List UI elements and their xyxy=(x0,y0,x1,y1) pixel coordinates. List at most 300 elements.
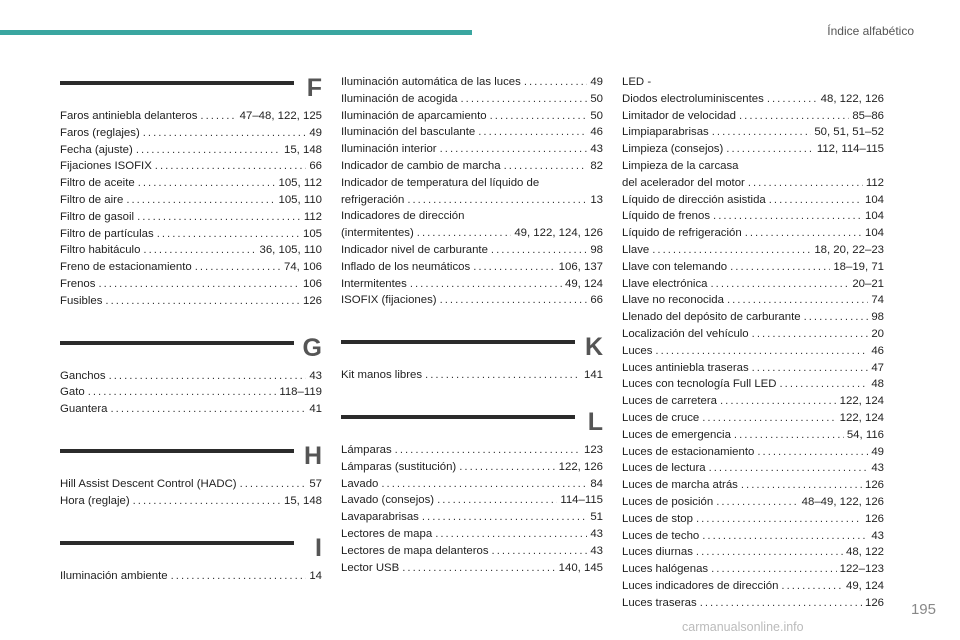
index-entry-term: Fijaciones ISOFIX xyxy=(60,160,152,173)
index-entry-term: Llave xyxy=(622,243,650,256)
dot-leader xyxy=(716,494,798,511)
index-entry-term: Luces con tecnología Full LED xyxy=(622,378,777,391)
index-entry xyxy=(60,384,322,401)
index-entry-term: Faros (reglajes) xyxy=(60,126,140,139)
index-entry-term: Fecha (ajuste) xyxy=(60,143,133,156)
index-entry-term: Luces indicadores de dirección xyxy=(622,579,779,592)
dot-leader xyxy=(710,276,849,293)
index-entry xyxy=(60,276,322,293)
index-entry-pages: 122, 124 xyxy=(839,395,884,408)
index-section xyxy=(60,74,322,310)
index-entry xyxy=(341,74,603,91)
index-entry-term: Lector USB xyxy=(341,561,400,574)
index-entry-pages: 50, 51, 51–52 xyxy=(814,126,884,139)
index-entry-pages: 140, 145 xyxy=(558,561,603,574)
index-entry-term: Fusibles xyxy=(60,294,103,307)
index-entry-pages: 20 xyxy=(871,327,884,340)
index-entry-pages: 122–123 xyxy=(839,563,884,576)
index-entry-term: Lectores de mapa delanteros xyxy=(341,544,489,557)
index-entry-pages: 49, 122, 124, 126 xyxy=(514,227,603,240)
index-entry xyxy=(622,175,884,192)
dot-leader xyxy=(652,242,811,259)
index-entry-term: Lavaparabrisas xyxy=(341,511,419,524)
index-entry-term: del acelerador del motor xyxy=(622,176,745,189)
index-entry xyxy=(622,108,884,125)
index-entry xyxy=(341,192,603,209)
index-entry-term: Limpiaparabrisas xyxy=(622,126,709,139)
index-section xyxy=(60,334,322,418)
index-entry-term: Inflado de los neumáticos xyxy=(341,260,471,273)
index-entry-term: Guantera xyxy=(60,403,108,416)
index-entry-term: ISOFIX (fijaciones) xyxy=(341,294,437,307)
index-entry-pages: 98 xyxy=(590,243,603,256)
index-entry-term: Indicador de cambio de marcha xyxy=(341,159,501,172)
index-entry-pages: 104 xyxy=(864,193,884,206)
index-entry xyxy=(622,528,884,545)
dot-leader xyxy=(711,561,837,578)
dot-leader xyxy=(748,175,863,192)
section-header xyxy=(341,333,603,367)
index-entry-pages: 82 xyxy=(590,159,603,172)
index-entry-pages: 66 xyxy=(590,294,603,307)
index-entry-pages: 141 xyxy=(583,369,603,382)
index-entry-pages: 54, 116 xyxy=(846,428,884,441)
index-column-3 xyxy=(622,74,884,636)
index-entry-pages: 41 xyxy=(309,403,322,416)
index-entry-term: Luces de lectura xyxy=(622,462,706,475)
index-entry-pages: 18–19, 71 xyxy=(833,260,884,273)
index-entry-pages: 122, 126 xyxy=(558,460,603,473)
index-entry xyxy=(60,476,322,493)
index-entry xyxy=(341,543,603,560)
index-section xyxy=(341,74,603,309)
dot-leader xyxy=(696,544,843,561)
index-entry xyxy=(341,158,603,175)
dot-leader xyxy=(155,158,307,175)
dot-leader xyxy=(700,595,862,612)
index-entry xyxy=(622,292,884,309)
dot-leader xyxy=(407,192,587,209)
index-entry-term: Luces de carretera xyxy=(622,395,717,408)
index-entry-pages: 15, 148 xyxy=(283,143,322,156)
index-entry xyxy=(341,259,603,276)
index-entry-term: Faros antiniebla delanteros xyxy=(60,110,198,122)
section-header xyxy=(341,408,603,442)
index-entry xyxy=(60,158,322,175)
index-entry-pages: 46 xyxy=(590,126,603,139)
section-divider xyxy=(341,340,575,344)
index-entry-pages: 47–48, 122, 125 xyxy=(239,110,322,122)
dot-leader xyxy=(200,108,236,125)
index-entry-pages: 49 xyxy=(590,76,603,88)
index-entry-term: Luces de estacionamiento xyxy=(622,445,755,458)
dot-leader xyxy=(727,292,868,309)
index-entry-term: Líquido de dirección asistida xyxy=(622,193,766,206)
header-accent-bar xyxy=(0,30,472,35)
index-entry-pages: 105, 112 xyxy=(278,177,322,190)
index-entry-pages: 36, 105, 110 xyxy=(259,244,322,257)
index-entry-term: Iluminación del basculante xyxy=(341,126,476,139)
index-entry xyxy=(60,226,322,243)
index-entry xyxy=(60,293,322,310)
dot-leader xyxy=(381,476,587,493)
index-entry-term: Filtro de partículas xyxy=(60,227,154,240)
index-entry-term: Iluminación automática de las luces xyxy=(341,76,521,88)
index-entry xyxy=(60,242,322,259)
index-entry-term: Luces de techo xyxy=(622,529,700,542)
dot-leader xyxy=(696,511,862,528)
index-entry-pages: 43 xyxy=(590,527,603,540)
index-entry xyxy=(60,401,322,418)
index-entry-term: refrigeración xyxy=(341,193,405,206)
index-entry-pages: 49 xyxy=(871,445,884,458)
index-entry-term: Localización del vehículo xyxy=(622,327,749,340)
index-entry xyxy=(60,368,322,385)
dot-leader xyxy=(490,108,588,125)
dot-leader xyxy=(240,476,307,493)
dot-leader xyxy=(739,108,849,125)
index-entry-term: Llave electrónica xyxy=(622,277,708,290)
index-entry-pages: 57 xyxy=(309,477,322,490)
section-header xyxy=(60,74,322,108)
index-entry-term: Filtro de gasoil xyxy=(60,210,135,223)
dot-leader xyxy=(126,192,275,209)
section-letter: K xyxy=(584,333,603,362)
index-entry-term: Lavado (consejos) xyxy=(341,494,435,507)
dot-leader xyxy=(709,460,869,477)
dot-leader xyxy=(473,259,555,276)
index-entry-pages: 122, 124 xyxy=(839,411,884,424)
dot-leader xyxy=(111,401,307,418)
index-entry xyxy=(341,108,603,125)
dot-leader xyxy=(137,209,301,226)
index-entry xyxy=(341,242,603,259)
index-entry xyxy=(622,242,884,259)
dot-leader xyxy=(524,74,588,91)
dot-leader xyxy=(492,543,588,560)
dot-leader xyxy=(105,293,300,310)
index-entry-pages: 104 xyxy=(864,227,884,240)
index-entry-term: Llave no reconocida xyxy=(622,294,724,307)
index-entry xyxy=(622,225,884,242)
index-entry xyxy=(622,360,884,377)
dot-leader xyxy=(767,91,818,108)
index-entry-pages: 48, 122, 126 xyxy=(820,92,884,105)
index-entry-pages: 47 xyxy=(871,361,884,374)
index-entry-pages: 48, 122 xyxy=(845,546,884,559)
dot-leader xyxy=(395,442,581,459)
index-entry xyxy=(622,410,884,427)
index-entry-term: (intermitentes) xyxy=(341,227,414,240)
index-entry-term: Lavado xyxy=(341,477,379,490)
dot-leader xyxy=(440,292,588,309)
index-entry-pages: 43 xyxy=(590,544,603,557)
index-entry-text-line: Limpieza de la carcasa xyxy=(622,159,739,172)
index-entry-term: Limitador de velocidad xyxy=(622,109,736,122)
dot-leader xyxy=(435,526,587,543)
index-entry xyxy=(60,108,322,125)
index-entry-term: Iluminación interior xyxy=(341,143,437,156)
dot-leader xyxy=(425,367,581,384)
index-entry-pages: 18, 20, 22–23 xyxy=(814,243,884,256)
index-section xyxy=(60,534,322,585)
dot-leader xyxy=(702,410,836,427)
index-entry-term: Luces xyxy=(622,344,653,357)
index-entry-pages: 98 xyxy=(871,311,884,324)
index-entry-term: Iluminación de aparcamiento xyxy=(341,109,487,122)
dot-leader xyxy=(410,276,562,293)
index-entry-term: Gato xyxy=(60,386,85,399)
index-entry xyxy=(622,427,884,444)
index-entry-term: Luces halógenas xyxy=(622,563,709,576)
dot-leader xyxy=(741,477,862,494)
index-entry-pages: 43 xyxy=(590,143,603,156)
section-letter: L xyxy=(587,407,603,436)
index-entry xyxy=(622,578,884,595)
section-letter: I xyxy=(315,533,322,562)
index-entry-pages: 74, 106 xyxy=(283,261,322,274)
dot-leader xyxy=(712,124,812,141)
index-entry-pages: 105, 110 xyxy=(278,193,322,206)
dot-leader xyxy=(781,578,843,595)
section-divider xyxy=(60,541,294,545)
dot-leader xyxy=(491,242,587,259)
dot-leader xyxy=(780,376,869,393)
dot-leader xyxy=(109,368,307,385)
index-entry-term: Hora (reglaje) xyxy=(60,494,130,507)
dot-leader xyxy=(655,343,868,360)
index-entry-pages: 126 xyxy=(864,512,884,525)
index-entry-pages: 43 xyxy=(871,529,884,542)
index-entry xyxy=(622,91,884,108)
dot-leader xyxy=(752,326,869,343)
index-entry xyxy=(622,376,884,393)
index-entry-pages: 104 xyxy=(864,210,884,223)
index-entry xyxy=(341,367,603,384)
index-entry-term: Ganchos xyxy=(60,369,106,382)
index-entry-pages: 49 xyxy=(309,126,322,139)
index-entry-term: Llenado del depósito de carburante xyxy=(622,311,801,324)
index-entry xyxy=(341,141,603,158)
index-entry-term: Luces de cruce xyxy=(622,411,700,424)
section-header xyxy=(60,334,322,368)
section-header xyxy=(60,534,322,568)
dot-leader xyxy=(461,91,588,108)
index-entry-pages: 46 xyxy=(871,344,884,357)
index-entry xyxy=(622,276,884,293)
index-entry-pages: 20–21 xyxy=(852,277,884,290)
dot-leader xyxy=(195,259,281,276)
index-entry xyxy=(341,124,603,141)
dot-leader xyxy=(417,225,512,242)
page-number: 195 xyxy=(910,601,936,618)
dot-leader xyxy=(757,444,868,461)
dot-leader xyxy=(136,142,281,159)
dot-leader xyxy=(88,384,277,401)
dot-leader xyxy=(504,158,588,175)
index-entry-term: Lectores de mapa xyxy=(341,527,433,540)
index-entry-term: Lámparas (sustitución) xyxy=(341,460,457,473)
index-entry-pages: 106, 137 xyxy=(558,260,603,273)
index-entry-pages: 126 xyxy=(864,596,884,609)
index-entry xyxy=(622,259,884,276)
index-entry-term: Intermitentes xyxy=(341,277,407,290)
index-entry-term: Luces antiniebla traseras xyxy=(622,361,749,374)
index-entry-term: Diodos electroluminiscentes xyxy=(622,92,764,105)
index-entry xyxy=(60,142,322,159)
index-entry-pages: 105 xyxy=(302,227,322,240)
index-entry-term: Freno de estacionamiento xyxy=(60,261,192,274)
dot-leader xyxy=(478,124,587,141)
index-entry-term: Lámparas xyxy=(341,443,392,456)
index-entry-term: Líquido de frenos xyxy=(622,210,711,223)
dot-leader xyxy=(171,568,307,585)
index-entry-pages: 48–49, 122, 126 xyxy=(801,495,884,508)
index-entry-pages: 118–119 xyxy=(279,386,322,399)
index-entry xyxy=(622,494,884,511)
dot-leader xyxy=(730,259,830,276)
section-divider xyxy=(60,449,294,453)
index-entry-term: Luces de posición xyxy=(622,495,714,508)
index-entry-pages: 49, 124 xyxy=(845,579,884,592)
dot-leader xyxy=(702,528,868,545)
index-entry-term: Iluminación de acogida xyxy=(341,92,458,105)
index-entry-text-line: Indicadores de dirección xyxy=(341,210,465,223)
index-entry-term: Limpieza (consejos) xyxy=(622,143,724,156)
dot-leader xyxy=(437,492,557,509)
index-entry-pages: 50 xyxy=(590,109,603,122)
index-entry xyxy=(341,560,603,577)
index-entry-term: Llave con telemando xyxy=(622,260,728,273)
index-section xyxy=(341,333,603,384)
dot-leader xyxy=(98,276,300,293)
index-entry-pages: 114–115 xyxy=(560,494,603,507)
index-entry-term: Iluminación ambiente xyxy=(60,569,168,582)
page-header-title: Índice alfabético xyxy=(827,24,914,38)
index-entry xyxy=(341,492,603,509)
index-entry xyxy=(622,595,884,612)
dot-leader xyxy=(143,125,307,142)
index-entry xyxy=(60,125,322,142)
index-section xyxy=(341,408,603,576)
index-entry-pages: 14 xyxy=(309,569,322,582)
index-entry-pages: 106 xyxy=(302,277,322,290)
index-entry-term: Luces de marcha atrás xyxy=(622,479,738,492)
index-entry-term: Frenos xyxy=(60,277,96,290)
index-entry xyxy=(60,175,322,192)
index-entry xyxy=(341,476,603,493)
index-entry xyxy=(60,192,322,209)
index-entry xyxy=(622,309,884,326)
index-entry-pages: 50 xyxy=(590,92,603,105)
index-entry xyxy=(341,509,603,526)
index-entry-term: Filtro de aire xyxy=(60,193,124,206)
index-entry xyxy=(341,526,603,543)
index-entry-pages: 112 xyxy=(865,176,884,189)
index-entry-text-line: Indicador de temperatura del líquido de xyxy=(341,176,540,189)
index-entry xyxy=(341,459,603,476)
index-entry xyxy=(622,561,884,578)
index-entry-pages: 13 xyxy=(590,193,603,206)
index-entry xyxy=(622,460,884,477)
index-entry xyxy=(622,444,884,461)
index-entry-pages: 43 xyxy=(871,462,884,475)
index-entry-pages: 123 xyxy=(583,443,603,456)
index-entry-pages: 84 xyxy=(590,477,603,490)
dot-leader xyxy=(143,242,256,259)
index-entry-pages: 126 xyxy=(302,294,322,307)
index-entry-pages: 51 xyxy=(590,511,603,524)
index-entry xyxy=(341,276,603,293)
dot-leader xyxy=(734,427,844,444)
index-entry-term: Luces de stop xyxy=(622,512,693,525)
section-letter: H xyxy=(303,441,322,470)
index-entry xyxy=(622,393,884,410)
index-entry xyxy=(60,259,322,276)
index-entry xyxy=(622,477,884,494)
index-entry-term: Líquido de refrigeración xyxy=(622,227,742,240)
index-entry xyxy=(622,326,884,343)
index-entry-pages: 43 xyxy=(309,369,322,382)
index-entry xyxy=(622,343,884,360)
index-column-2 xyxy=(341,74,603,600)
index-entry xyxy=(341,91,603,108)
dot-leader xyxy=(133,493,281,510)
section-letter: F xyxy=(306,74,322,102)
index-entry-term: Filtro habitáculo xyxy=(60,244,141,257)
index-entry xyxy=(341,225,603,242)
index-entry-term: Hill Assist Descent Control (HADC) xyxy=(60,477,237,490)
index-entry-pages: 126 xyxy=(864,479,884,492)
index-entry-term: Luces diurnas xyxy=(622,546,693,559)
dot-leader xyxy=(459,459,555,476)
index-entry-text-line: LED - xyxy=(622,76,652,88)
section-header xyxy=(60,442,322,476)
dot-leader xyxy=(422,509,587,526)
index-entry xyxy=(622,192,884,209)
dot-leader xyxy=(713,208,862,225)
index-section xyxy=(622,74,884,612)
dot-leader xyxy=(804,309,869,326)
dot-leader xyxy=(726,141,814,158)
index-entry-pages: 112, 114–115 xyxy=(816,143,884,156)
dot-leader xyxy=(745,225,862,242)
index-entry-pages: 66 xyxy=(309,160,322,173)
section-letter: G xyxy=(302,333,322,362)
index-entry-term: Filtro de aceite xyxy=(60,177,135,190)
index-section xyxy=(60,442,322,510)
index-entry xyxy=(622,124,884,141)
index-entry xyxy=(622,141,884,158)
index-entry xyxy=(60,493,322,510)
watermark-text: carmanualsonline.info xyxy=(682,620,804,634)
dot-leader xyxy=(157,226,300,243)
dot-leader xyxy=(402,560,555,577)
dot-leader xyxy=(138,175,276,192)
index-entry xyxy=(341,292,603,309)
index-entry xyxy=(622,208,884,225)
section-divider xyxy=(60,341,294,345)
dot-leader xyxy=(752,360,869,377)
section-divider xyxy=(341,415,575,419)
index-entry xyxy=(60,568,322,585)
index-entry-term: Luces traseras xyxy=(622,596,697,609)
index-entry-term: Kit manos libres xyxy=(341,369,423,382)
index-entry xyxy=(622,511,884,528)
dot-leader xyxy=(440,141,588,158)
section-divider xyxy=(60,81,294,85)
index-entry-term: Indicador nivel de carburante xyxy=(341,243,488,256)
